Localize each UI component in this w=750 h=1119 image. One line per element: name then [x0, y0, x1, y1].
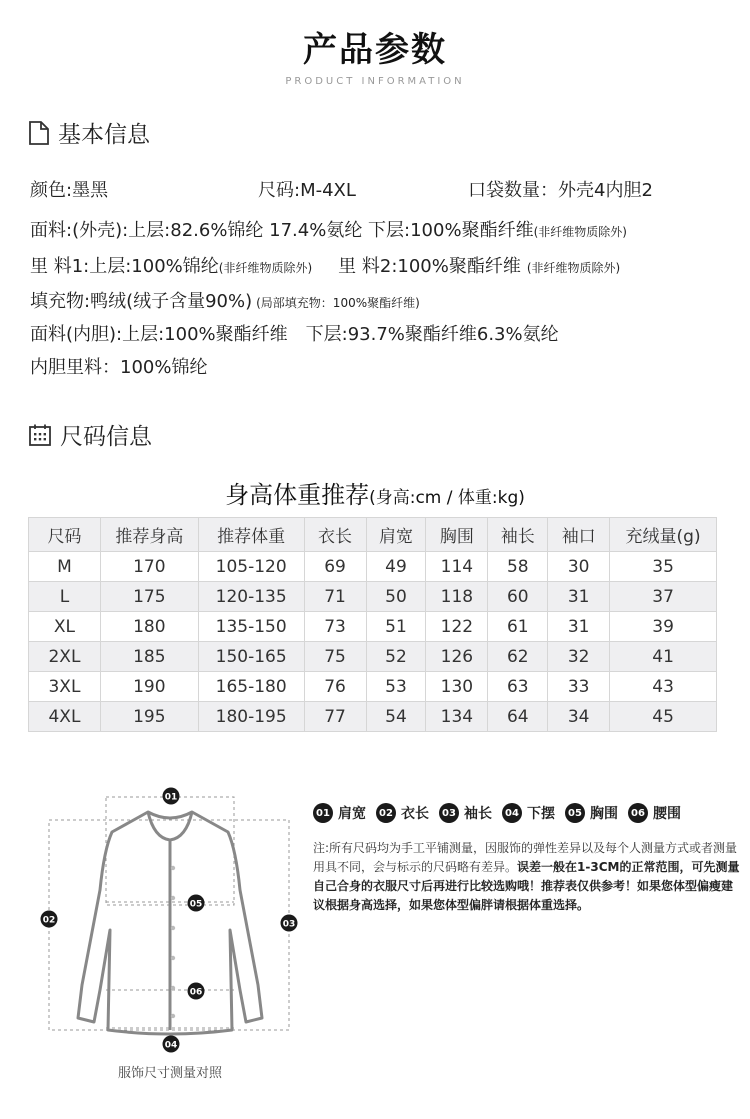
table-row [29, 702, 717, 732]
lining2-note: (非纤维物质除外) [526, 261, 621, 275]
table-cell: 58 [488, 552, 548, 582]
table-cell: 31 [548, 612, 610, 642]
color-value: 颜色:墨黑 [30, 180, 109, 201]
table-cell: 34 [548, 702, 610, 732]
table-cell: 64 [488, 702, 548, 732]
table-cell: 118 [426, 582, 488, 612]
table-cell: 63 [488, 672, 548, 702]
table-cell: 62 [488, 642, 548, 672]
table-cell: XL [29, 612, 101, 642]
table-cell: 190 [100, 672, 198, 702]
size-value: 尺码:M-4XL [258, 180, 356, 201]
lining1-note: (非纤维物质除外) [218, 261, 313, 275]
table-cell: 39 [610, 612, 717, 642]
legend-item [439, 803, 492, 823]
size-table [28, 517, 717, 732]
measure-legend [313, 803, 681, 823]
col-header: 衣长 [304, 518, 366, 552]
fabric-inner-line [30, 320, 559, 346]
calendar-icon [28, 423, 52, 447]
filling-line [30, 287, 420, 313]
table-cell: 30 [548, 552, 610, 582]
fabric-outer-note: (非纤维物质除外) [533, 225, 627, 239]
table-row [29, 582, 717, 612]
table-cell: 41 [610, 642, 717, 672]
svg-text:01: 01 [164, 792, 178, 803]
table-cell: 50 [366, 582, 426, 612]
legend-badge: 04 [502, 803, 522, 823]
col-header: 尺码 [29, 518, 101, 552]
table-cell: 185 [100, 642, 198, 672]
legend-badge: 03 [439, 803, 459, 823]
size-table-title-main: 身高体重推荐 [225, 481, 370, 509]
basic-row-1 [30, 176, 653, 202]
document-icon [28, 120, 50, 146]
table-cell: 105-120 [198, 552, 304, 582]
table-cell: 33 [548, 672, 610, 702]
legend-label: 胸围 [590, 806, 618, 822]
legend-item [628, 803, 681, 823]
table-cell: 52 [366, 642, 426, 672]
table-cell: 51 [366, 612, 426, 642]
table-cell: 180-195 [198, 702, 304, 732]
col-header: 充绒量(g) [610, 518, 717, 552]
basic-info-title: 基本信息 [58, 122, 150, 148]
lining1-value: 里 料1:上层:100%锦纶 [30, 256, 219, 277]
table-cell: 165-180 [198, 672, 304, 702]
table-cell: 170 [100, 552, 198, 582]
table-cell: 71 [304, 582, 366, 612]
lining-line [30, 252, 620, 278]
badge-01 [163, 788, 180, 805]
diagram-caption: 服饰尺寸测量对照 [117, 1066, 222, 1081]
table-cell: L [29, 582, 101, 612]
legend-label: 下摆 [527, 806, 555, 822]
legend-item [565, 803, 618, 823]
table-cell: 61 [488, 612, 548, 642]
page-title: 产品参数 [303, 30, 447, 70]
table-cell: 53 [366, 672, 426, 702]
table-cell: 180 [100, 612, 198, 642]
badge-04 [163, 1036, 180, 1053]
size-table-header [29, 518, 717, 552]
table-row [29, 552, 717, 582]
note-bold: 误差一般在1-3CM的正常范围，可先测量自己合身的衣服尺寸后再进行比较选购哦！推荐表仅供参考！如果您体型偏瘦建议根据身高选择，如果您体型偏胖请根据体重选择。 [313, 860, 740, 912]
table-cell: 2XL [29, 642, 101, 672]
col-header: 袖口 [548, 518, 610, 552]
lining2-value: 里 料2:100%聚酯纤维 [338, 256, 521, 277]
legend-badge: 02 [376, 803, 396, 823]
garment-diagram [30, 780, 310, 1060]
table-cell: 114 [426, 552, 488, 582]
table-cell: 150-165 [198, 642, 304, 672]
table-row [29, 612, 717, 642]
table-cell: 77 [304, 702, 366, 732]
measurement-note [313, 839, 741, 915]
table-cell: 54 [366, 702, 426, 732]
table-row [29, 642, 717, 672]
page-subtitle: PRODUCT INFORMATION [285, 76, 465, 87]
table-cell: 73 [304, 612, 366, 642]
table-cell: 175 [100, 582, 198, 612]
table-cell: 122 [426, 612, 488, 642]
table-cell: 126 [426, 642, 488, 672]
table-cell: M [29, 552, 101, 582]
basic-info-heading [28, 116, 150, 149]
svg-text:04: 04 [164, 1040, 178, 1051]
legend-badge: 06 [628, 803, 648, 823]
table-cell: 32 [548, 642, 610, 672]
legend-badge: 05 [565, 803, 585, 823]
table-cell: 69 [304, 552, 366, 582]
table-cell: 134 [426, 702, 488, 732]
legend-item [502, 803, 555, 823]
col-header: 推荐体重 [198, 518, 304, 552]
svg-text:06: 06 [189, 987, 203, 998]
badge-05 [188, 895, 205, 912]
table-row [29, 672, 717, 702]
legend-label: 袖长 [464, 806, 492, 822]
legend-label: 腰围 [653, 806, 681, 822]
size-table-title [0, 475, 750, 510]
legend-item [376, 803, 429, 823]
table-cell: 37 [610, 582, 717, 612]
table-cell: 120-135 [198, 582, 304, 612]
inner-lining-value: 内胆里料：100%锦纶 [30, 357, 208, 378]
filling-value: 填充物:鸭绒(绒子含量90%) [30, 291, 253, 312]
svg-text:03: 03 [282, 919, 296, 930]
table-cell: 130 [426, 672, 488, 702]
table-cell: 135-150 [198, 612, 304, 642]
badge-03 [281, 915, 298, 932]
col-header: 推荐身高 [100, 518, 198, 552]
table-cell: 45 [610, 702, 717, 732]
table-cell: 76 [304, 672, 366, 702]
size-info-title: 尺码信息 [60, 424, 152, 450]
inner-lining-line [30, 353, 207, 379]
table-cell: 60 [488, 582, 548, 612]
size-table-unit: (身高:cm / 体重:kg) [369, 488, 525, 508]
filling-note: (局部填充物：100%聚酯纤维) [256, 296, 420, 310]
legend-label: 肩宽 [338, 806, 366, 822]
table-cell: 195 [100, 702, 198, 732]
badge-02 [41, 911, 58, 928]
svg-text:02: 02 [42, 915, 56, 926]
legend-item [313, 803, 366, 823]
table-cell: 75 [304, 642, 366, 672]
table-cell: 4XL [29, 702, 101, 732]
fabric-outer-line [30, 216, 627, 242]
table-cell: 49 [366, 552, 426, 582]
col-header: 肩宽 [366, 518, 426, 552]
table-cell: 31 [548, 582, 610, 612]
legend-badge: 01 [313, 803, 333, 823]
table-cell: 35 [610, 552, 717, 582]
fabric-outer-value: 面料:(外壳):上层:82.6%锦纶 17.4%氨纶 下层:100%聚酯纤维 [30, 220, 534, 241]
badge-06 [188, 983, 205, 1000]
pockets-value: 口袋数量：外壳4内胆2 [468, 180, 653, 201]
note-normal: 注:所有尺码均为手工平铺测量，因服饰的弹性差异以及每个人测量方式或者测量用具不同，会与标示的尺码略有差异。 [313, 841, 738, 874]
col-header: 袖长 [488, 518, 548, 552]
legend-label: 衣长 [401, 806, 429, 822]
fabric-inner-value: 面料(内胆):上层:100%聚酯纤维 下层:93.7%聚酯纤维6.3%氨纶 [30, 324, 559, 345]
table-cell: 43 [610, 672, 717, 702]
svg-text:05: 05 [189, 899, 203, 910]
size-info-heading [28, 418, 152, 451]
table-cell: 3XL [29, 672, 101, 702]
col-header: 胸围 [426, 518, 488, 552]
